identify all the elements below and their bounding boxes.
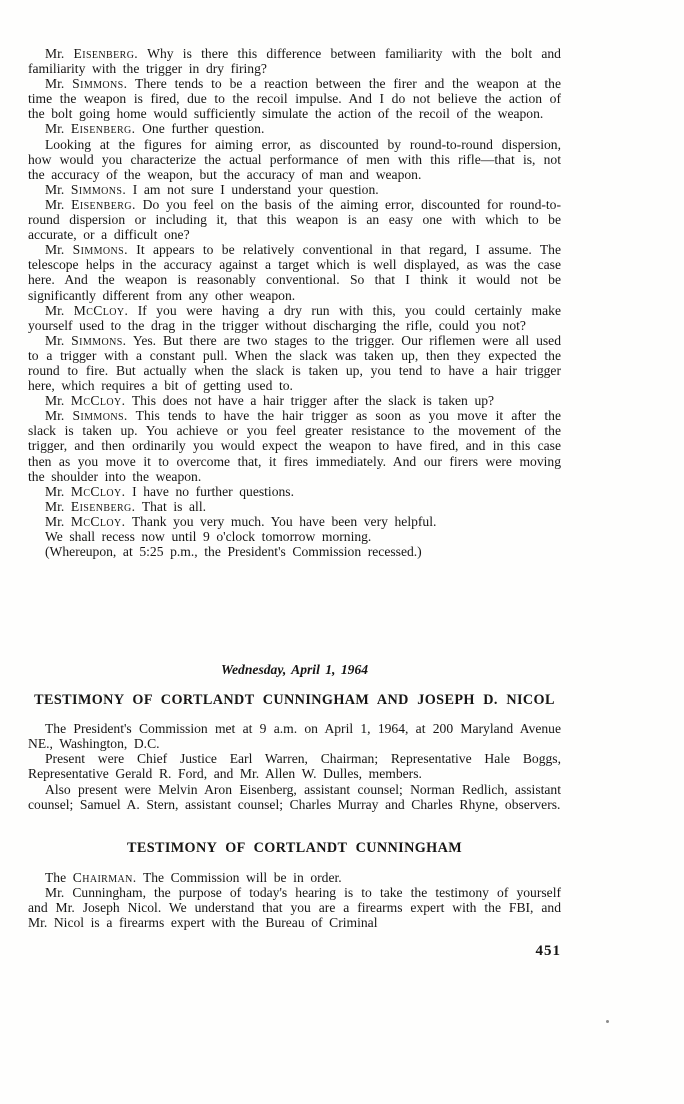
dialogue-paragraph	[28, 182, 561, 197]
intro-paragraph: The President's Commission met at 9 a.m. on April 1, 1964, at 200 Maryland Avenue NE., Washington, D.C.	[28, 721, 561, 752]
paragraph-text: I have no further questions.	[132, 483, 294, 499]
speaker-name: Eisenberg.	[71, 196, 136, 212]
paragraph-text: This does not have a hair trigger after the slack is taken up?	[131, 393, 495, 409]
dialogue-paragraph	[28, 544, 561, 559]
speaker-prefix: Mr.	[45, 483, 71, 499]
paragraph-text: We shall recess now until 9 o'clock tomorrow morning.	[45, 529, 372, 544]
paragraph-text: This tends to have the hair trigger as soon as you move it after the slack is taken up. You achieve or you feel greater resistance to the movement of the trigger, and then ordinarily you would expect the weapon to have fired, and in this case then as you move it to overcome that, it fires immediately. And our firers were moving the shoulder into the weapon.	[28, 408, 561, 484]
paragraph-text: One further question.	[142, 121, 265, 137]
paragraph-text: If you were having a dry run with this, you could certainly make yourself used to the drag in the trigger without discharging the rifle, could you not?	[28, 302, 561, 333]
intro-paragraph: Also present were Melvin Aron Eisenberg, assistant counsel; Norman Redlich, assistant counsel; Samuel A. Stern, assistant counsel; Charles Murray and Charles Rhyne, observers.	[28, 781, 561, 812]
paragraph-text: That is all.	[141, 498, 206, 514]
paragraph-text: (Whereupon, at 5:25 p.m., the President's Commission recessed.)	[45, 544, 422, 560]
dialogue-paragraph	[28, 242, 561, 302]
dialogue-paragraph	[28, 333, 561, 393]
session-intro	[28, 721, 561, 812]
paragraph-text: It appears to be relatively conventional in that regard, I assume. The telescope helps in the accuracy against a target which is well displayed, as was the case here. And the weapon is reasonably conventional. So that I think it would not be significantly different from any other weapon.	[28, 242, 561, 303]
dialogue-paragraph	[28, 870, 561, 885]
session-date-heading: Wednesday, April 1, 1964	[220, 662, 369, 678]
speaker-name: Eisenberg.	[70, 498, 136, 514]
paragraph-text: The Commission will be in order.	[142, 869, 342, 885]
dialogue-paragraph	[28, 197, 561, 242]
dialogue-paragraph	[28, 76, 561, 121]
speaker-name: McCloy.	[70, 483, 126, 499]
speaker-prefix: Mr.	[45, 121, 71, 137]
speaker-name: Eisenberg.	[73, 46, 139, 61]
speaker-prefix: Mr.	[45, 513, 71, 529]
dialogue-paragraph	[28, 393, 561, 408]
testimony-main-heading: TESTIMONY OF CORTLANDT CUNNINGHAM AND JOSEPH D. NICOL	[34, 692, 555, 709]
page-number: 451	[535, 943, 561, 960]
speaker-prefix: Mr.	[45, 302, 74, 318]
dialogue-paragraph	[28, 885, 561, 930]
speaker-prefix: Mr.	[45, 181, 71, 197]
scan-artifact-dot	[606, 1020, 609, 1023]
dialogue-paragraph	[28, 121, 561, 136]
dialogue-paragraph	[28, 137, 561, 182]
speaker-name: Simmons.	[72, 408, 128, 424]
paragraph-text: Yes. But there are two stages to the trigger. Our riflemen were all used to a trigger with a constant pull. When the slack was taken up, then they expected the round to fire. But actually when the slack is taken up, you tend to have a hair trigger here, which requires a bit of getting used to.	[28, 332, 561, 394]
paragraph-text: Thank you very much. You have been very helpful.	[131, 513, 437, 529]
paragraph-text: Do you feel on the basis of the aiming error, discounted for round-to-round dispersion or including it, that this weapon is an easy one with which to be accurate, or a difficult one?	[28, 196, 561, 243]
paragraph-text: Mr. Cunningham, the purpose of today's hearing is to take the testimony of yourself and Mr. Joseph Nicol. We understand that you are a firearms expert with the FBI, and Mr. Nicol is a firearms expert with the Bureau of Criminal	[28, 884, 561, 931]
dialogue-paragraph	[28, 514, 561, 529]
dialogue-paragraph	[28, 529, 561, 544]
speaker-prefix: Mr.	[45, 393, 71, 409]
paragraph-text: There tends to be a reaction between the firer and the weapon at the time the weapon is fired, due to the recoil impulse. And I do not believe the action of the bolt going home would sufficiently simulate the action of the recoil of the weapon.	[28, 76, 561, 122]
speaker-prefix: Mr.	[45, 46, 74, 61]
text-column	[28, 46, 561, 960]
intro-paragraph: Present were Chief Justice Earl Warren, Chairman; Representative Hale Boggs, Representative Gerald R. Ford, and Mr. Allen W. Dulles, members.	[28, 751, 561, 782]
testimony-subsection-heading: TESTIMONY OF CORTLANDT CUNNINGHAM	[126, 839, 463, 856]
dialogue-paragraph	[28, 303, 561, 333]
paragraph-text: Looking at the figures for aiming error, as discounted by round-to-round dispersion, how would you characterize the actual performance of men with this rifle—that is, not the accuracy of the weapon, but the accuracy of man and weapon.	[28, 136, 561, 182]
speaker-prefix: Mr.	[45, 498, 71, 514]
speaker-name: Simmons.	[72, 76, 128, 92]
speaker-prefix: Mr.	[45, 408, 73, 424]
speaker-prefix: Mr.	[45, 196, 72, 212]
dialogue-paragraph	[28, 484, 561, 499]
speaker-prefix: Mr.	[45, 332, 72, 348]
speaker-name: Simmons.	[70, 181, 127, 197]
dialogue-paragraph	[28, 499, 561, 514]
speaker-prefix: Mr.	[45, 242, 73, 258]
speaker-name: McCloy.	[73, 302, 129, 318]
speaker-prefix: Mr.	[45, 76, 73, 92]
speaker-prefix: The	[45, 869, 73, 885]
paragraph-text: Why is there this difference between familiarity with the bolt and familiarity with the trigger in dry firing?	[28, 46, 561, 77]
speaker-name: Eisenberg.	[70, 121, 136, 137]
speaker-name: McCloy.	[70, 393, 126, 409]
dialogue-paragraph	[28, 408, 561, 483]
dialogue-paragraph	[28, 46, 561, 76]
paragraph-text: I am not sure I understand your question.	[132, 181, 379, 197]
speaker-name: McCloy.	[70, 513, 126, 529]
speaker-name: Simmons.	[71, 332, 127, 348]
speaker-name: Simmons.	[72, 242, 128, 258]
speaker-name: Chairman.	[72, 869, 137, 885]
